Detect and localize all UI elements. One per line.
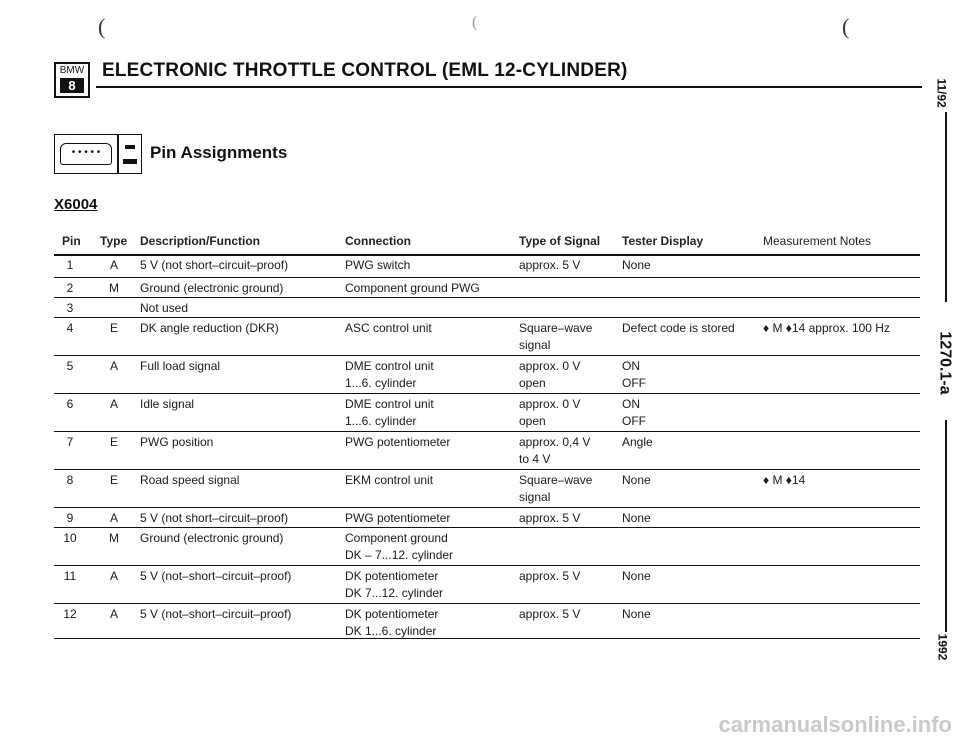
- connector-icon: • • • • •: [60, 143, 112, 165]
- pin-description: Ground (electronic ground): [140, 531, 284, 545]
- margin-page-number: 1270.1-a: [936, 331, 954, 395]
- pin-connection: DME control unit: [345, 397, 434, 411]
- row-divider: [54, 527, 920, 528]
- pin-connection-line2: DK 1...6. cylinder: [345, 624, 437, 638]
- signal-type: approx. 0,4 V: [519, 435, 591, 449]
- tester-display-line2: OFF: [622, 414, 646, 428]
- signal-type: approx. 5 V: [519, 607, 581, 621]
- table-header-rule: [54, 254, 920, 256]
- pin-type: A: [109, 397, 118, 411]
- signal-type-line2: open: [519, 376, 546, 390]
- tester-display: ON: [622, 359, 640, 373]
- signal-type-line2: signal: [519, 490, 551, 504]
- pin-type: M: [109, 531, 119, 545]
- tester-display: None: [622, 569, 651, 583]
- col-header-signal-type: Type of Signal: [519, 234, 601, 248]
- logo-model-text: 8: [60, 78, 84, 93]
- pin-connection: PWG potentiometer: [345, 435, 451, 449]
- row-divider: [54, 277, 920, 278]
- scan-mark-left: (: [98, 14, 106, 39]
- pin-type: A: [109, 511, 118, 525]
- pin-description: 5 V (not–short–circuit–proof): [140, 569, 292, 583]
- col-header-description: Description/Function: [140, 234, 260, 248]
- pin-type: E: [109, 435, 118, 449]
- pin-description: DK angle reduction (DKR): [140, 321, 279, 335]
- pin-description: 5 V (not–short–circuit–proof): [140, 607, 292, 621]
- logo-brand-text: BMW: [59, 65, 85, 76]
- row-divider: [54, 431, 920, 432]
- tester-display: None: [622, 511, 651, 525]
- tester-display: ON: [622, 397, 640, 411]
- tester-display: None: [622, 258, 651, 272]
- pin-type: M: [109, 281, 119, 295]
- tester-display-line2: OFF: [622, 376, 646, 390]
- signal-type: approx. 0 V: [519, 359, 581, 373]
- signal-type: approx. 0 V: [519, 397, 581, 411]
- row-divider: [54, 393, 920, 394]
- title-divider: [96, 86, 922, 88]
- pin-description: Not used: [140, 301, 189, 315]
- margin-rule-bottom: [945, 420, 947, 632]
- pin-type: A: [109, 569, 118, 583]
- pin-connection-line2: 1...6. cylinder: [345, 414, 417, 428]
- row-divider: [54, 355, 920, 356]
- pin-description: 5 V (not short–circuit–proof): [140, 258, 289, 272]
- pin-connection: PWG switch: [345, 258, 411, 272]
- watermark: carmanualsonline.info: [718, 712, 952, 737]
- pin-number: 7: [66, 435, 74, 449]
- pin-connection: DK potentiometer: [345, 607, 439, 621]
- tester-display: Angle: [622, 435, 653, 449]
- pin-description: Ground (electronic ground): [140, 281, 284, 295]
- pin-number: 9: [66, 511, 74, 525]
- row-divider: [54, 507, 920, 508]
- scan-mark-center: (: [472, 14, 478, 31]
- pin-description: 5 V (not short–circuit–proof): [140, 511, 289, 525]
- connector-id: X6004: [54, 196, 98, 213]
- pin-connection: Component ground PWG: [345, 281, 480, 295]
- pin-connection: DK potentiometer: [345, 569, 439, 583]
- pin-number: 5: [66, 359, 74, 373]
- row-divider: [54, 317, 920, 318]
- pin-type: E: [109, 321, 118, 335]
- pin-number: 11: [63, 569, 77, 583]
- signal-type-line2: open: [519, 414, 546, 428]
- pin-connection-line2: DK – 7...12. cylinder: [345, 548, 454, 562]
- scan-mark-right: (: [842, 14, 850, 39]
- row-divider: [54, 638, 920, 639]
- measurement-notes: ♦ M ♦14 approx. 100 Hz: [763, 321, 890, 335]
- col-header-type: Type: [100, 234, 128, 248]
- col-header-tester-display: Tester Display: [622, 234, 704, 248]
- pin-assignment-icon: [54, 134, 142, 174]
- pin-number: 3: [66, 301, 74, 315]
- signal-type-line2: to 4 V: [519, 452, 551, 466]
- signal-type: Square–wave: [519, 321, 593, 335]
- signal-type-line2: signal: [519, 338, 551, 352]
- pin-connection-line2: DK 7...12. cylinder: [345, 586, 444, 600]
- pin-description: Full load signal: [140, 359, 221, 373]
- pin-type: A: [109, 607, 118, 621]
- signal-type: Square–wave: [519, 473, 593, 487]
- section-title: Pin Assignments: [150, 143, 288, 162]
- margin-year: 1992: [935, 633, 950, 661]
- row-divider: [54, 297, 920, 298]
- pin-number: 10: [63, 531, 77, 545]
- page-title: ELECTRONIC THROTTLE CONTROL (EML 12-CYLINDER): [102, 60, 628, 81]
- pin-number: 1: [66, 258, 74, 272]
- row-divider: [54, 603, 920, 604]
- pin-connection: Component ground: [345, 531, 448, 545]
- bmw-8-series-logo: [54, 62, 90, 98]
- pin-number: 8: [66, 473, 74, 487]
- pin-number: 6: [66, 397, 74, 411]
- margin-date: 11/92: [934, 78, 949, 108]
- pin-type: E: [109, 473, 118, 487]
- pin-type: A: [109, 258, 118, 272]
- col-header-pin: Pin: [62, 234, 81, 248]
- tester-display: None: [622, 607, 651, 621]
- signal-type: approx. 5 V: [519, 569, 581, 583]
- pin-number: 12: [63, 607, 77, 621]
- measurement-notes: ♦ M ♦14: [763, 473, 806, 487]
- tester-display: None: [622, 473, 651, 487]
- signal-type: approx. 5 V: [519, 511, 581, 525]
- row-divider: [54, 565, 920, 566]
- pin-connection: PWG potentiometer: [345, 511, 451, 525]
- margin-rule-top: [945, 112, 947, 302]
- col-header-connection: Connection: [345, 234, 411, 248]
- pin-description: PWG position: [140, 435, 214, 449]
- tester-display: Defect code is stored: [622, 321, 735, 335]
- signal-type: approx. 5 V: [519, 258, 581, 272]
- pin-description: Idle signal: [140, 397, 195, 411]
- pin-connection: ASC control unit: [345, 321, 432, 335]
- pin-number: 2: [66, 281, 74, 295]
- pin-number: 4: [66, 321, 74, 335]
- pin-connection: DME control unit: [345, 359, 434, 373]
- pin-description: Road speed signal: [140, 473, 240, 487]
- pin-connection-line2: 1...6. cylinder: [345, 376, 417, 390]
- row-divider: [54, 469, 920, 470]
- col-header-measurement-notes: Measurement Notes: [763, 234, 872, 248]
- pin-type: A: [109, 359, 118, 373]
- pin-connection: EKM control unit: [345, 473, 434, 487]
